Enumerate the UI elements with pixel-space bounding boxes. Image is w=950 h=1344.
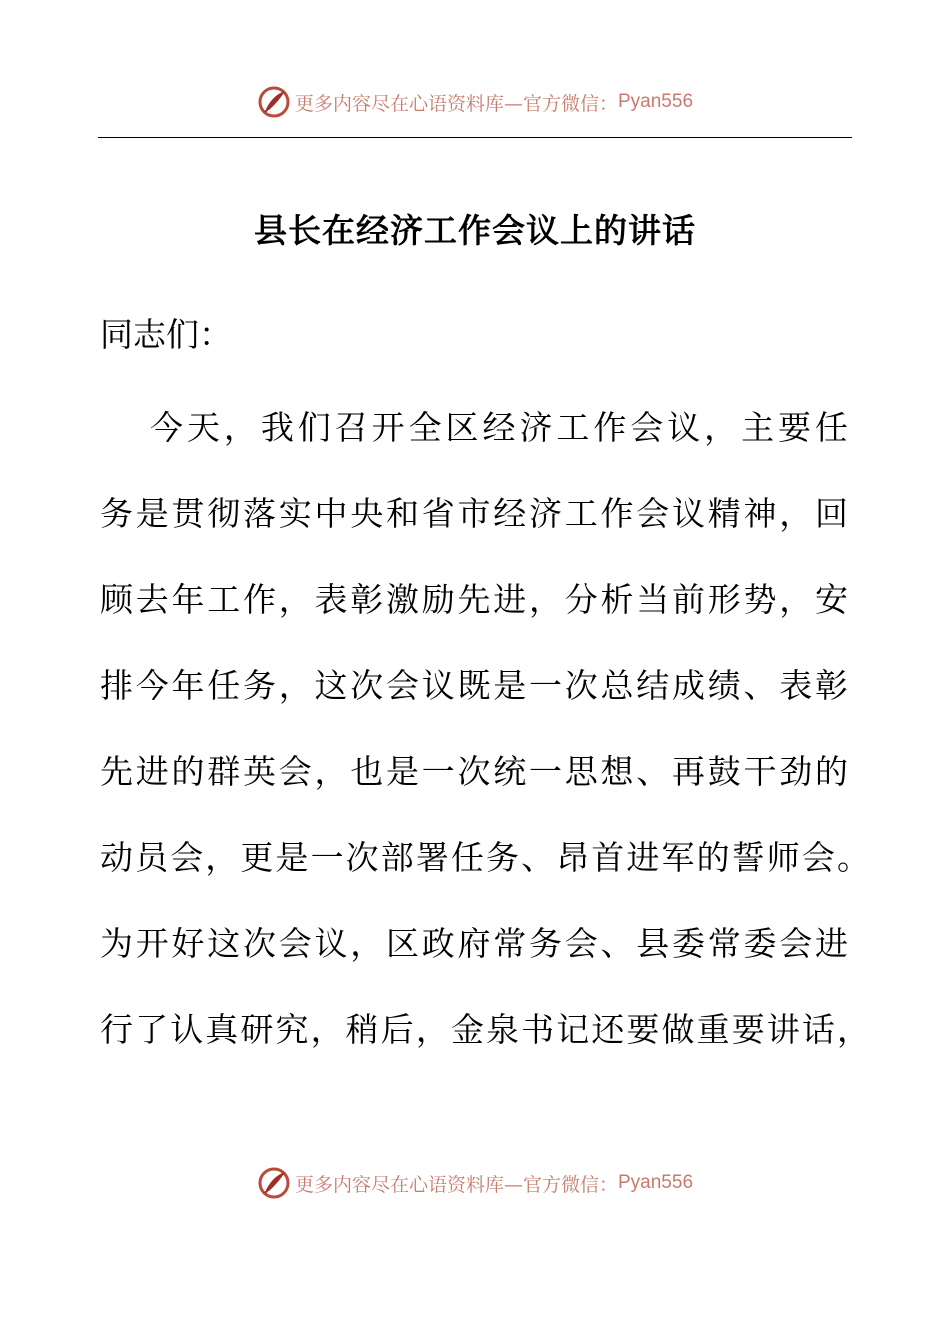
- watermark-wechat-id: Pyan556: [618, 1172, 694, 1193]
- paragraph-line: 先进的群英会，也是一次统一思想、再鼓干劲的: [100, 752, 848, 791]
- paragraph-line: 动员会，更是一次部署任务、昂首进军的誓师会。: [100, 838, 870, 877]
- watermark-wechat-id: Pyan556: [618, 91, 694, 112]
- paragraph-line: 行了认真研究，稍后，金泉书记还要做重要讲话，: [100, 1010, 870, 1049]
- watermark-text: 更多内容尽在心语资料库—官方微信：: [294, 92, 618, 115]
- quill-logo-icon: [257, 1166, 291, 1200]
- footer-watermark: [0, 1163, 950, 1203]
- header-divider: [98, 137, 852, 138]
- paragraph-line: 为开好这次会议，区政府常务会、县委常委会进: [100, 924, 848, 963]
- header-watermark: [0, 82, 950, 122]
- salutation: 同志们：: [100, 315, 232, 354]
- paragraph-line: 排今年任务，这次会议既是一次总结成绩、表彰: [100, 666, 848, 705]
- paragraph-line: 顾去年工作，表彰激励先进，分析当前形势，安: [100, 580, 848, 619]
- quill-logo-icon: [257, 85, 291, 119]
- document-title: 县长在经济工作会议上的讲话: [254, 211, 696, 250]
- watermark-text: 更多内容尽在心语资料库—官方微信：: [294, 1173, 618, 1196]
- paragraph-line: 务是贯彻落实中央和省市经济工作会议精神，回: [100, 494, 848, 533]
- paragraph-line: 今天，我们召开全区经济工作会议，主要任: [150, 408, 848, 447]
